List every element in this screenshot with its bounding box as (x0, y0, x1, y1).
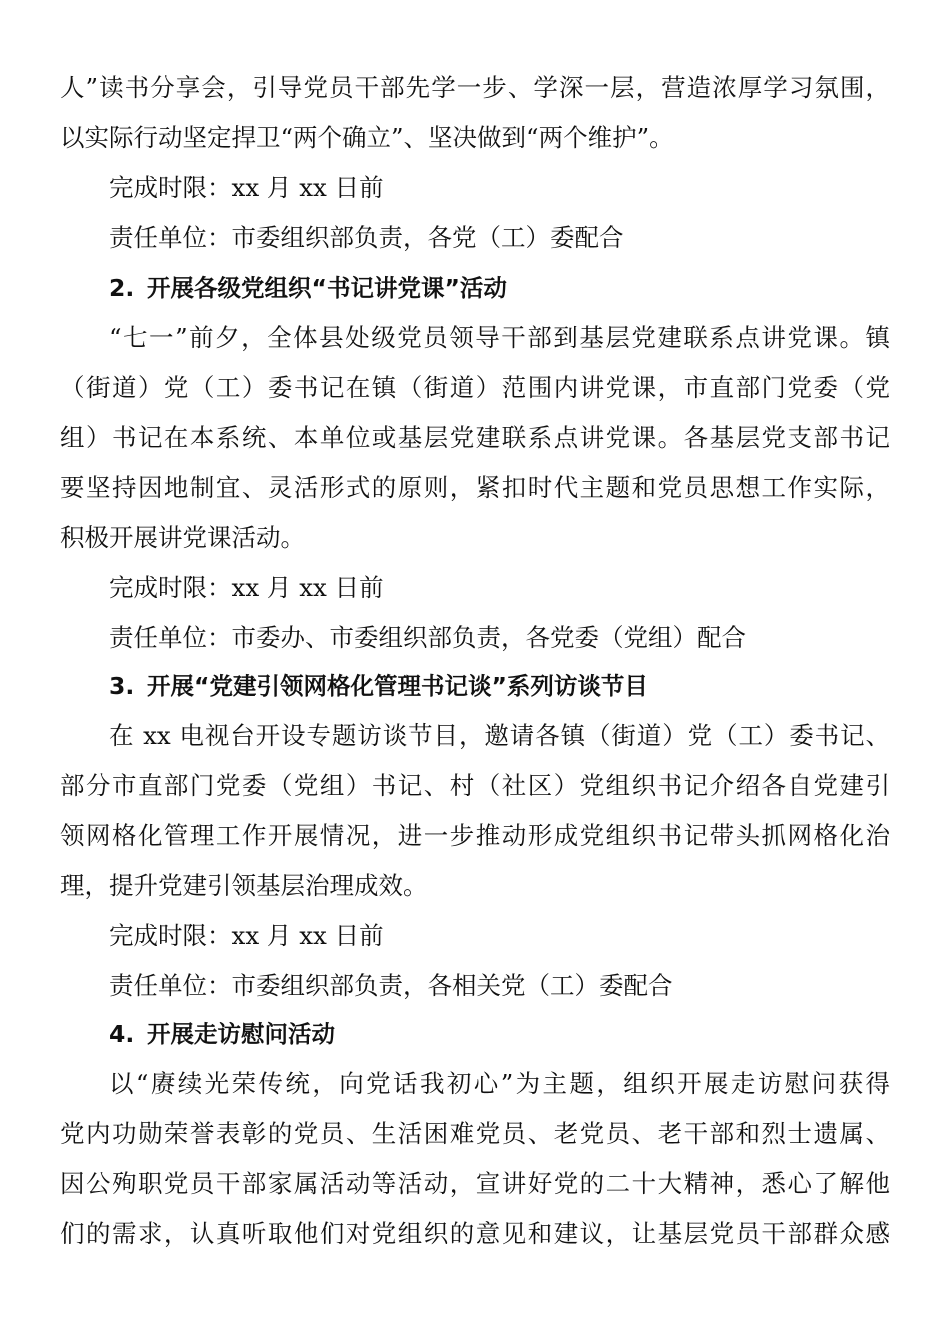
section-title: 开展走访慰问活动 (147, 1020, 335, 1048)
deadline-line: 完成时限：xx 月 xx 日前 (109, 573, 384, 602)
section-title: 开展各级党组织“书记讲党课”活动 (147, 274, 507, 302)
section-heading (109, 668, 890, 704)
body-line: 理，提升党建引领基层治理成效。 (60, 871, 428, 900)
section-number: 2. (109, 274, 135, 302)
section-number: 3. (109, 672, 135, 700)
body-line: 领网格化管理工作开展情况，进一步推动形成党组织书记带头抓网格化治 (60, 821, 890, 850)
body-line: 人”读书分享会，引导党员干部先学一步、学深一层，营造浓厚学习氛围， (60, 73, 890, 102)
responsible-line: 责任单位：市委组织部负责，各党（工）委配合 (109, 223, 624, 252)
section-title: 开展“党建引领网格化管理书记谈”系列访谈节目 (147, 672, 648, 700)
body-line: 以实际行动坚定捍卫“两个确立”、坚决做到“两个维护”。 (60, 123, 674, 152)
deadline-line: 完成时限：xx 月 xx 日前 (109, 921, 384, 950)
responsible-line: 责任单位：市委组织部负责，各相关党（工）委配合 (109, 971, 673, 1000)
body-line: “七一”前夕，全体县处级党员领导干部到基层党建联系点讲党课。镇 (109, 323, 890, 352)
body-line: 积极开展讲党课活动。 (60, 523, 305, 552)
section-number: 4. (109, 1020, 135, 1048)
section-heading (109, 270, 890, 306)
body-line: 在 xx 电视台开设专题访谈节目，邀请各镇（街道）党（工）委书记、 (109, 721, 890, 750)
body-line: 要坚持因地制宜、灵活形式的原则，紧扣时代主题和党员思想工作实际， (60, 473, 890, 502)
body-line: （街道）党（工）委书记在镇（街道）范围内讲党课，市直部门党委（党 (60, 373, 890, 402)
body-line: 部分市直部门党委（党组）书记、村（社区）党组织书记介绍各自党建引 (60, 771, 890, 800)
body-line: 因公殉职党员干部家属活动等活动，宣讲好党的二十大精神，悉心了解他 (60, 1169, 890, 1198)
responsible-line: 责任单位：市委办、市委组织部负责，各党委（党组）配合 (109, 623, 746, 652)
deadline-line: 完成时限：xx 月 xx 日前 (109, 173, 384, 202)
body-line: 们的需求，认真听取他们对党组织的意见和建议，让基层党员干部群众感 (60, 1219, 890, 1248)
body-line: 组）书记在本系统、本单位或基层党建联系点讲党课。各基层党支部书记 (60, 423, 890, 452)
body-line: 党内功勋荣誉表彰的党员、生活困难党员、老党员、老干部和烈士遗属、 (60, 1119, 890, 1148)
section-heading (109, 1016, 890, 1052)
body-line: 以“赓续光荣传统，向党话我初心”为主题，组织开展走访慰问获得 (109, 1069, 890, 1098)
